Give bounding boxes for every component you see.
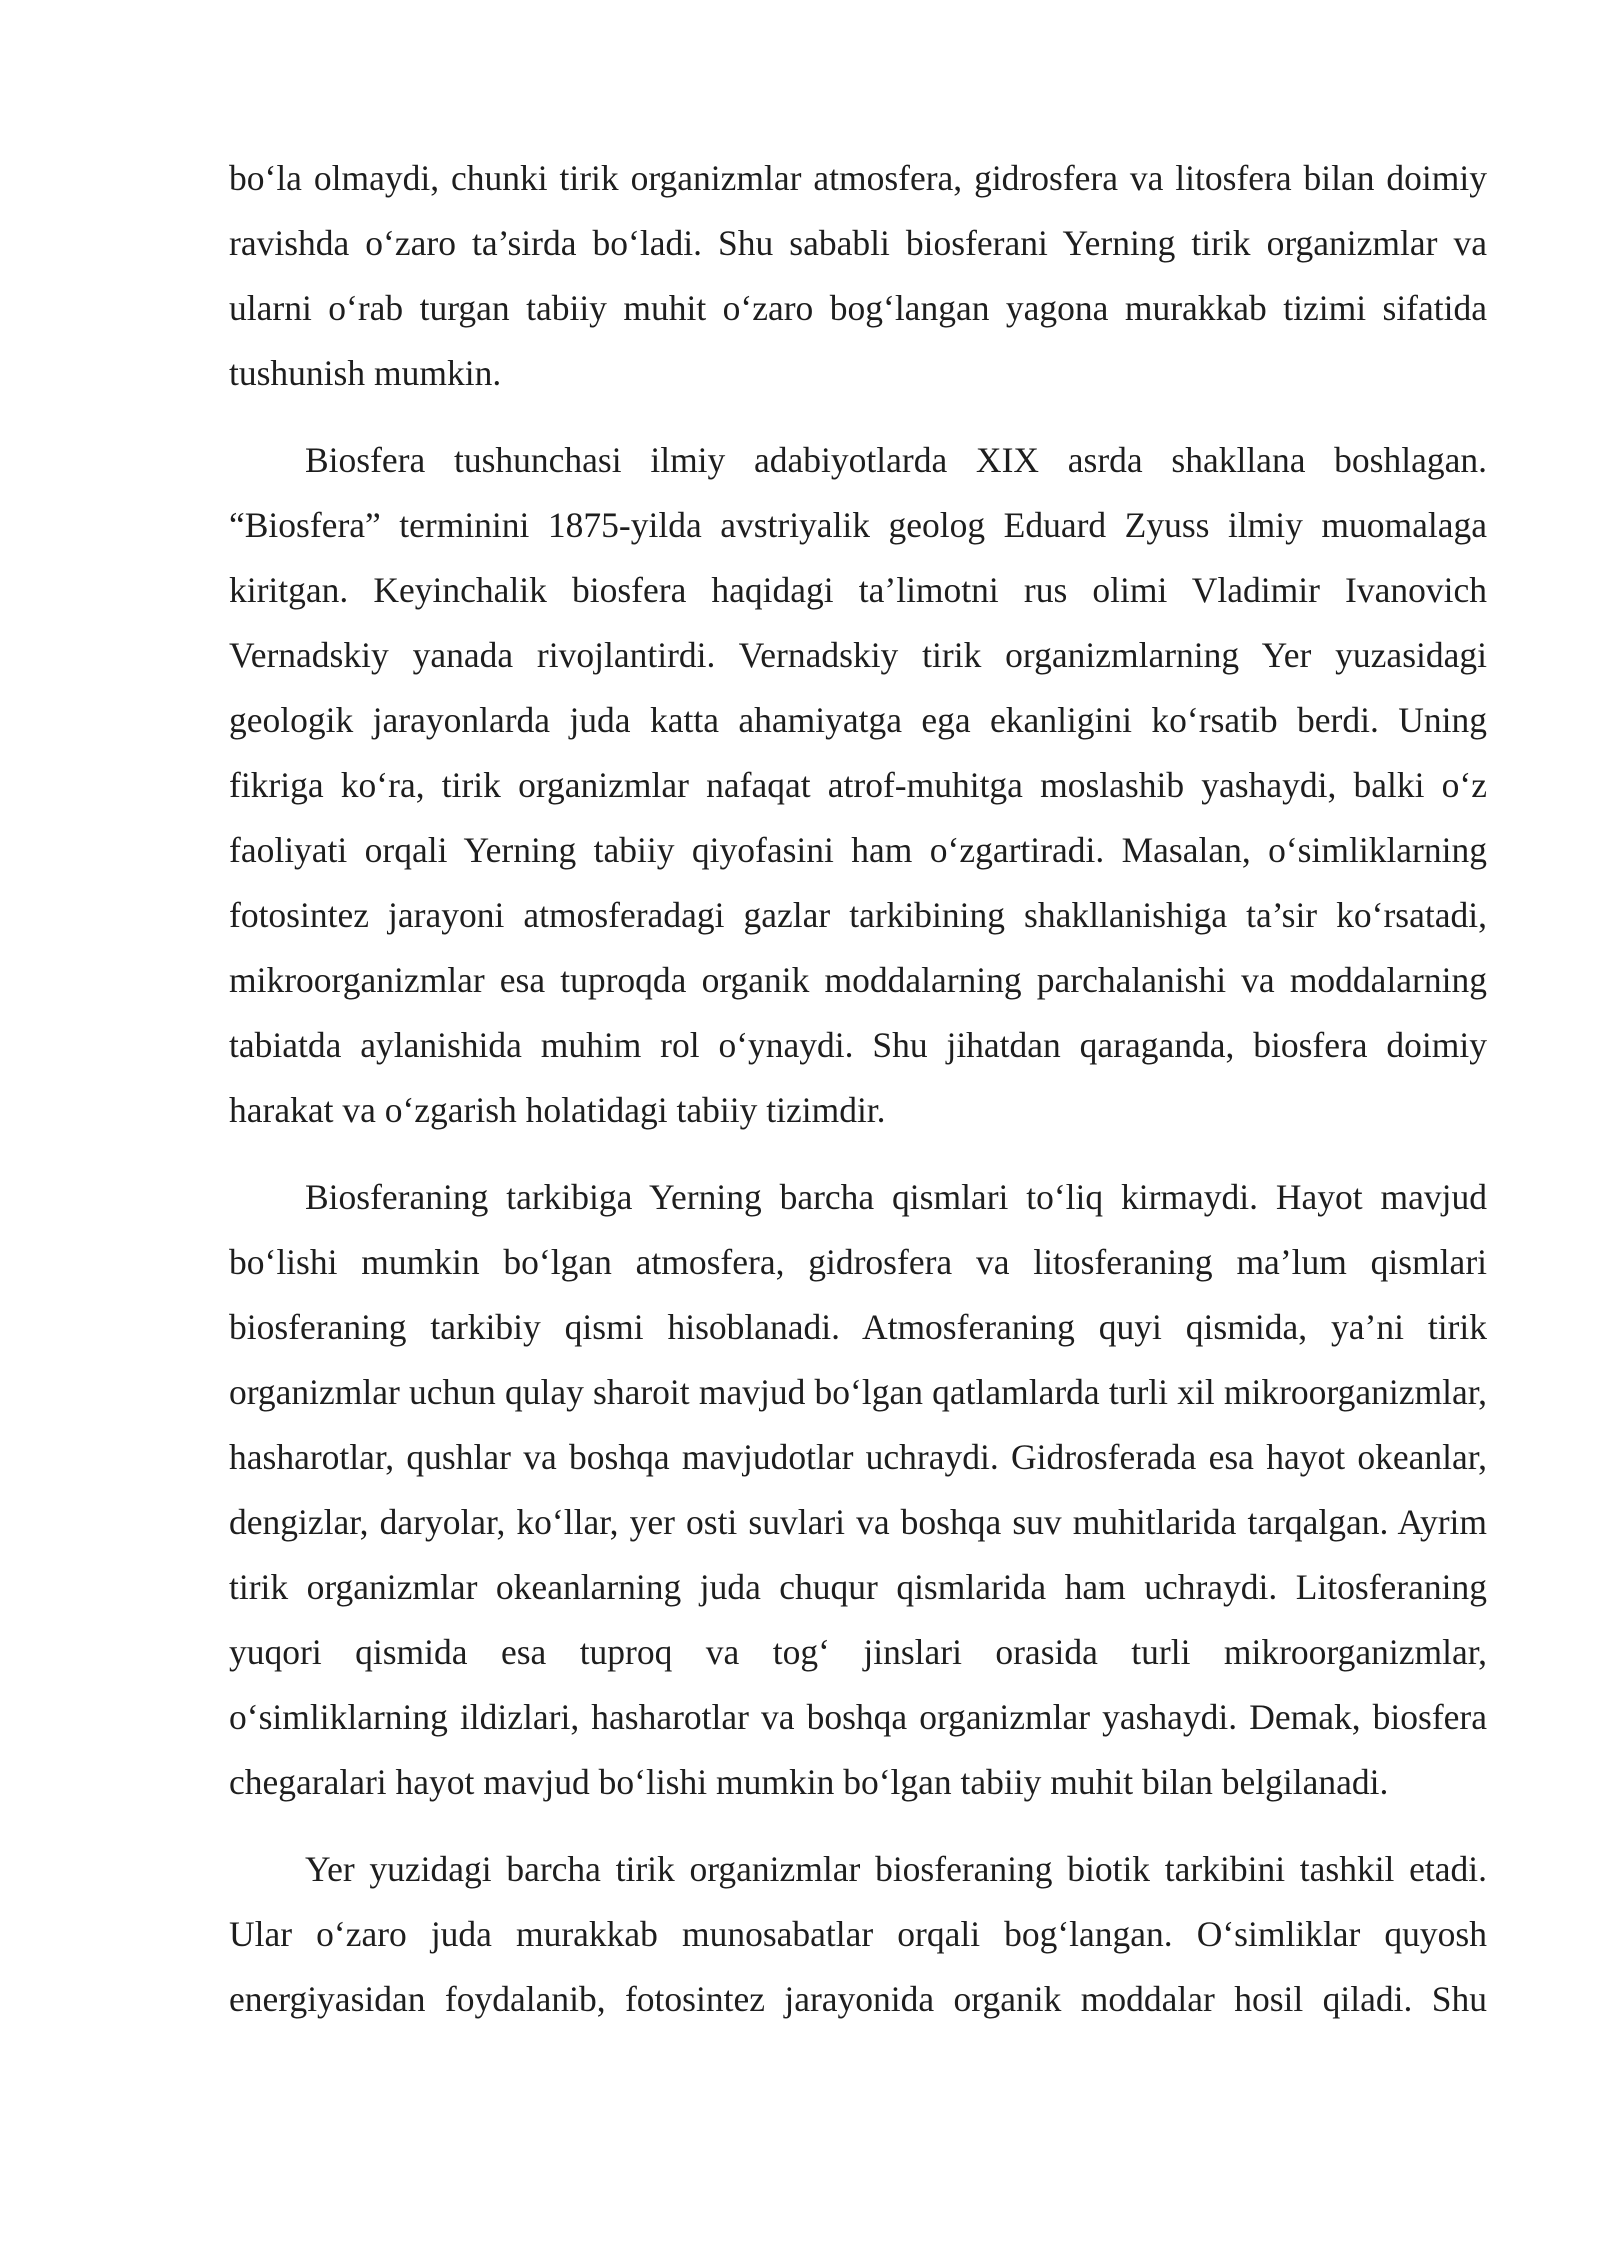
document-body [229, 146, 1487, 2054]
paragraph-biosfera-history: Biosfera tushunchasi ilmiy adabiyotlarda XIX asrda shakllana boshlagan. “Biosfera” terminini 1875-yilda avstriyalik geolog Eduard Zyuss ilmiy muomalaga kiritgan. Keyinchalik biosfera haqidagi ta’limotni rus olimi Vladimir Ivanovich Vernadskiy yanada rivojlantirdi. Vernadskiy tirik organizmlarning Yer yuzasidagi geologik jarayonlarda juda katta ahamiyatga ega ekanligini ko‘rsatib berdi. Uning fikriga ko‘ra, tirik organizmlar nafaqat atrof-muhitga moslashib yashaydi, balki o‘z faoliyati orqali Yerning tabiiy qiyofasini ham o‘zgartiradi. Masalan, o‘simliklarning fotosintez jarayoni atmosferadagi gazlar tarkibining shakllanishiga ta’sir ko‘rsatadi, mikroorganizmlar esa tuproqda organik moddalarning parchalanishi va moddalarning tabiatda aylanishida muhim rol o‘ynaydi. Shu jihatdan qaraganda, biosfera doimiy harakat va o‘zgarish holatidagi tabiiy tizimdir. [229, 440, 1487, 1130]
paragraph-continued: bo‘la olmaydi, chunki tirik organizmlar atmosfera, gidrosfera va litosfera bilan doimiy ravishda o‘zaro ta’sirda bo‘ladi. Shu sababli biosferani Yerning tirik organizmlar va ularni o‘rab turgan tabiiy muhit o‘zaro bog‘langan yagona murakkab tizimi sifatida tushunish mumkin. [229, 158, 1487, 393]
paragraph-biosfera-composition: Biosferaning tarkibiga Yerning barcha qismlari to‘liq kirmaydi. Hayot mavjud bo‘lishi mumkin bo‘lgan atmosfera, gidrosfera va litosferaning ma’lum qismlari biosferaning tarkibiy qismi hisoblanadi. Atmosferaning quyi qismida, ya’ni tirik organizmlar uchun qulay sharoit mavjud bo‘lgan qatlamlarda turli xil mikroorganizmlar, hasharotlar, qushlar va boshqa mavjudotlar uchraydi. Gidrosferada esa hayot okeanlar, dengizlar, daryolar, ko‘llar, yer osti suvlari va boshqa suv muhitlarida tarqalgan. Ayrim tirik organizmlar okeanlarning juda chuqur qismlarida ham uchraydi. Litosferaning yuqori qismida esa tuproq va tog‘ jinslari orasida turli mikroorganizmlar, o‘simliklarning ildizlari, hasharotlar va boshqa organizmlar yashaydi. Demak, biosfera chegaralari hayot mavjud bo‘lishi mumkin bo‘lgan tabiiy muhit bilan belgilanadi. [229, 1177, 1487, 1802]
paragraph-biotic-composition: Yer yuzidagi barcha tirik organizmlar biosferaning biotik tarkibini tashkil etadi. Ular o‘zaro juda murakkab munosabatlar orqali bog‘langan. O‘simliklar quyosh energiyasidan foydalanib, fotosintez jarayonida organik moddalar hosil qiladi. Shu [229, 1849, 1487, 2019]
